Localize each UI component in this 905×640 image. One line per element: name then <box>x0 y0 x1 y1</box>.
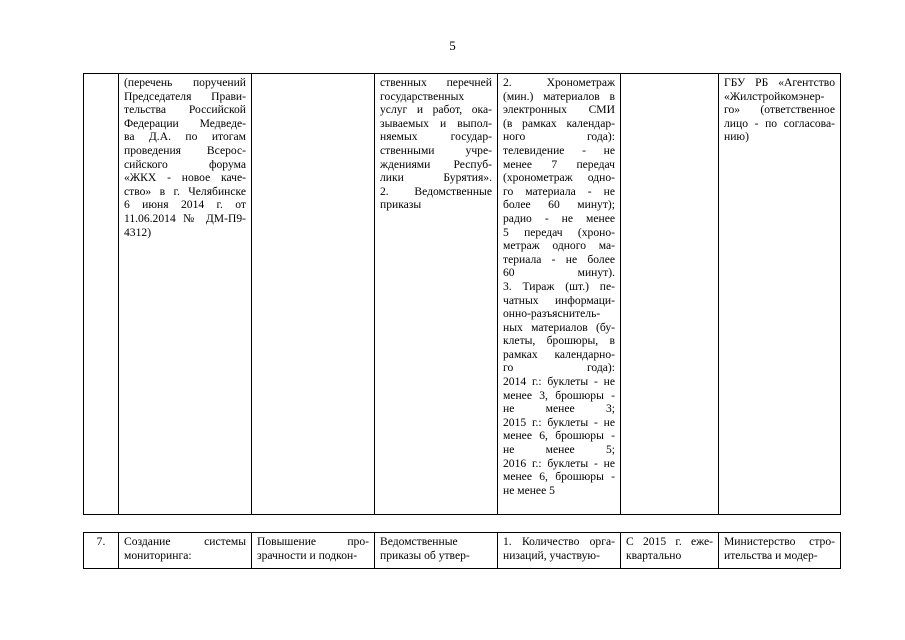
cell-text-line: ственных перечней <box>380 76 492 89</box>
table-row-7 <box>83 532 841 569</box>
cell-text-line: телевидение - не <box>503 143 615 157</box>
cell-text-line: зываемых и выпол- <box>380 116 492 130</box>
table-row <box>84 74 841 515</box>
cell-text-line: Создание системы <box>124 535 246 548</box>
cell-text-line: 5 передач (хроно- <box>503 225 615 239</box>
cell-text-line: Председателя Прави- <box>124 89 246 103</box>
cell-text-line: более 60 минут); <box>503 198 615 212</box>
cell-text-line: ных материалов (бу- <box>503 320 615 334</box>
cell-text-line: тельства Российской <box>124 103 246 117</box>
cell-text-line: 2. Ведомственные <box>380 184 492 198</box>
cell-text-line: ительства и модер- <box>724 548 818 562</box>
cell-text-line: ГБУ РБ «Агентство <box>724 76 835 89</box>
table-row <box>84 533 841 569</box>
cell-text-line: ство» в г. Челябинске <box>124 184 246 198</box>
cell-text-line: 7. <box>96 535 106 548</box>
cell-text-line: зрачности и подкон- <box>257 548 358 562</box>
cell-text-line: 6 июня 2014 г. от <box>124 198 246 212</box>
cell-text-line: нию) <box>724 130 749 144</box>
cell-text-line: Ведомственные <box>380 535 458 548</box>
cell-event-name <box>119 533 252 569</box>
cell-text-line: ва Д.А. по итогам <box>124 130 246 144</box>
cell-text-line: приказы об утвер- <box>380 548 470 562</box>
cell-text-line: (мин.) материалов в <box>503 89 615 103</box>
cell-text-line: «ЖКХ - новое каче- <box>124 171 246 185</box>
cell-text-line: 11.06.2014 № ДМ-П9- <box>124 211 246 225</box>
cell-text-line: Повышение про- <box>257 535 369 548</box>
cell-expected-result <box>252 74 375 515</box>
cell-text-line: клеты, брошюры, в <box>503 334 615 348</box>
cell-deadline <box>621 74 719 515</box>
cell-text-line: Министерство стро- <box>724 535 835 548</box>
cell-text-line: «Жилстройкомэнер- <box>724 89 825 103</box>
cell-number <box>84 533 119 569</box>
table-continued <box>83 73 841 515</box>
cell-text-line: го материала - не <box>503 184 615 198</box>
cell-text-line: 1. Количество орга- <box>503 535 615 548</box>
cell-text-line: менее 3, брошюры - <box>503 388 615 402</box>
cell-text-line: ждениями Респуб- <box>380 157 492 171</box>
cell-text-line: 60 минут). <box>503 266 615 280</box>
cell-documents <box>375 533 498 569</box>
cell-text-line: Федерации Медведе- <box>124 116 246 130</box>
cell-text-line: С 2015 г. еже- <box>626 535 713 548</box>
cell-text-line: низаций, участвую- <box>503 548 600 562</box>
cell-text-line: (перечень поручений <box>124 76 246 89</box>
cell-text-line: лики Бурятия». <box>380 171 492 185</box>
cell-text-line: электронных СМИ <box>503 103 615 117</box>
cell-text-line: рамках календарно- <box>503 347 615 361</box>
cell-text-line: онно-разъяснитель- <box>503 307 601 321</box>
cell-text-line: 2015 г.: буклеты - не <box>503 415 615 429</box>
cell-text-line: 2014 г.: буклеты - не <box>503 375 615 389</box>
cell-text-line: го» (ответственное <box>724 103 835 117</box>
cell-text-line: радио - не менее <box>503 211 615 225</box>
cell-responsible <box>719 74 841 515</box>
cell-text-line: 4312) <box>124 225 152 239</box>
cell-expected-result <box>252 533 375 569</box>
cell-text-line: го года): <box>503 361 615 375</box>
cell-text-line: приказы <box>380 198 422 212</box>
cell-text-line: услуг и работ, ока- <box>380 103 492 117</box>
cell-text-line: 2. Хронометраж <box>503 76 615 89</box>
cell-responsible <box>719 533 841 569</box>
cell-text-line: лицо - по согласова- <box>724 116 835 130</box>
cell-text-line: метраж одного ма- <box>503 239 615 253</box>
cell-text-line: не менее 5; <box>503 443 615 457</box>
cell-text-line: менее 7 передач <box>503 157 615 171</box>
cell-text-line: чатных информаци- <box>503 293 615 307</box>
cell-text-line: (в рамках календар- <box>503 116 615 130</box>
cell-text-line: менее 6, брошюры - <box>503 470 615 484</box>
cell-text-line: не менее 5 <box>503 483 555 497</box>
cell-text-line: 2016 г.: буклеты - не <box>503 456 615 470</box>
cell-text-line: мониторинга: <box>124 548 192 562</box>
cell-text-line: ственными учре- <box>380 143 492 157</box>
cell-text-line: менее 6, брошюры - <box>503 429 615 443</box>
page-number: 5 <box>449 38 456 53</box>
cell-text-line: сийского форума <box>124 157 246 171</box>
cell-text-line: няемых государ- <box>380 130 492 144</box>
cell-text-line: не менее 3; <box>503 402 615 416</box>
cell-text-line: проведения Всерос- <box>124 143 246 157</box>
cell-number <box>84 74 119 515</box>
cell-text-line: териала - не более <box>503 252 615 266</box>
cell-documents <box>375 74 498 515</box>
cell-text-line: государственных <box>380 89 465 103</box>
cell-text-line: квартально <box>626 548 682 562</box>
cell-text-line: 3. Тираж (шт.) пе- <box>503 279 615 293</box>
cell-indicators <box>498 533 621 569</box>
cell-event-name <box>119 74 252 515</box>
cell-text-line: ного года): <box>503 130 615 144</box>
cell-indicators <box>498 74 621 515</box>
cell-text-line: (хронометраж одно- <box>503 171 615 185</box>
cell-deadline <box>621 533 719 569</box>
